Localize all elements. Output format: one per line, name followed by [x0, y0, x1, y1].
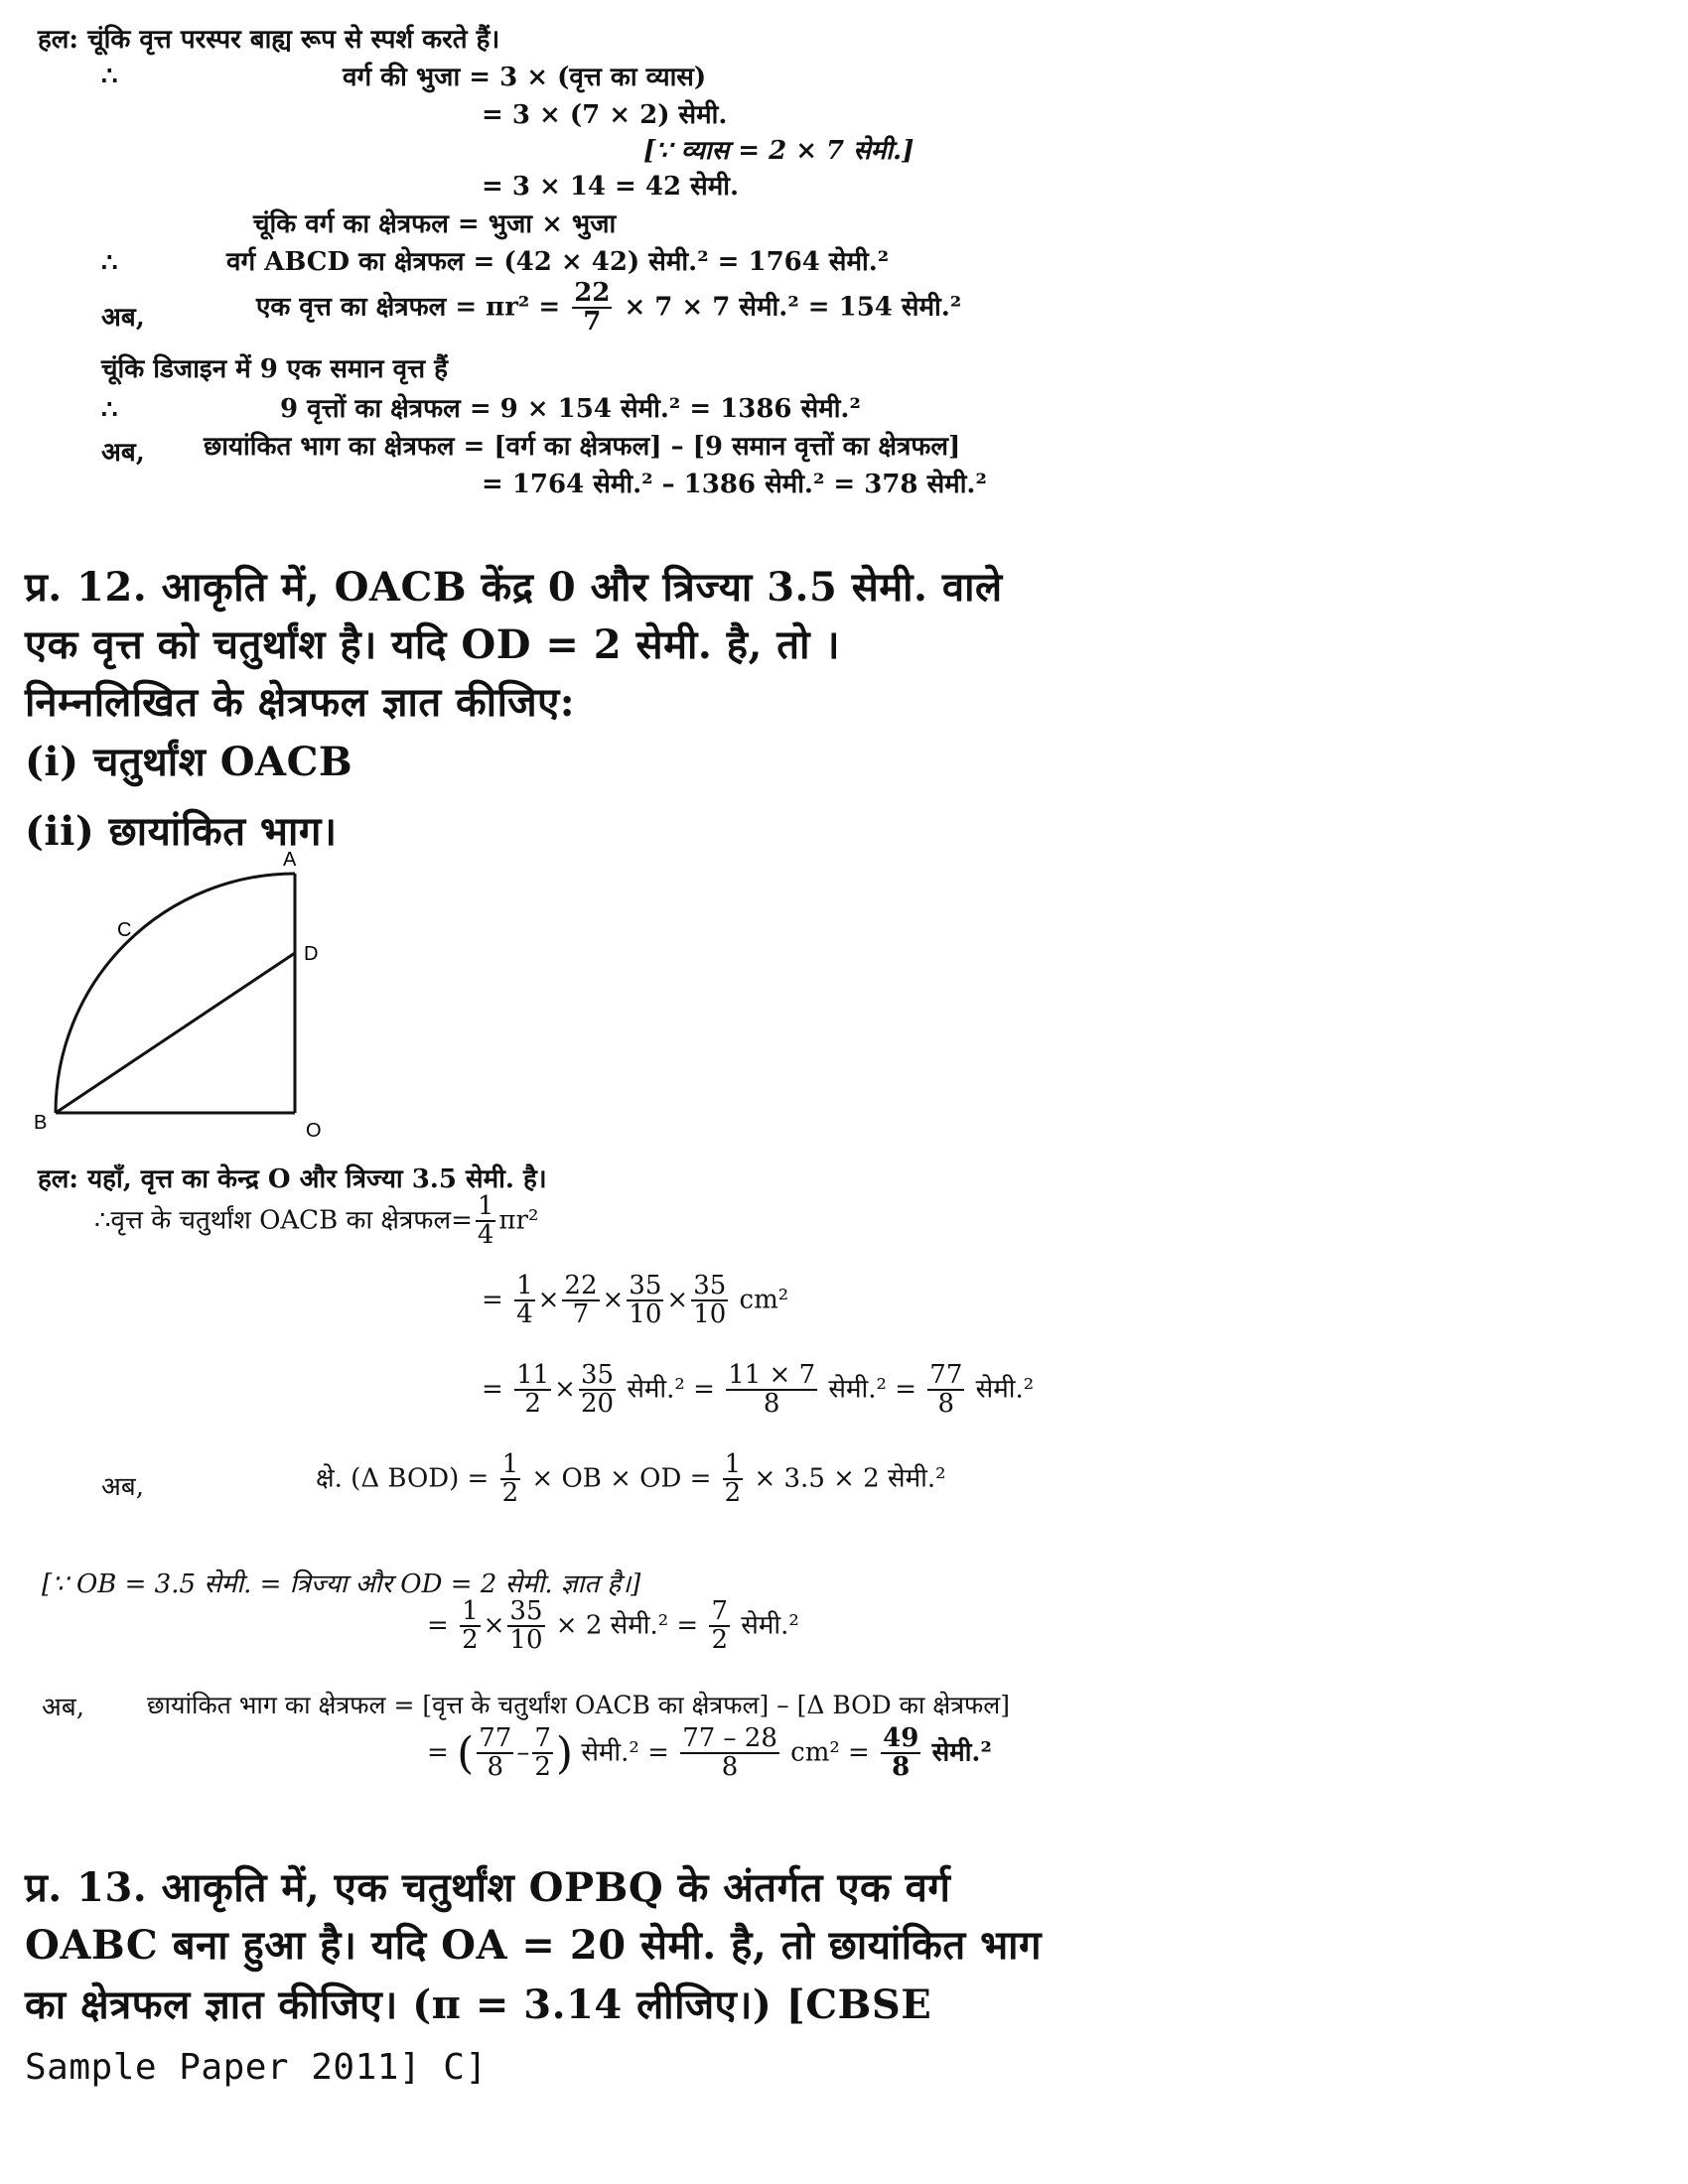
question-13-line-1: प्र. 13. आकृति में, एक चतुर्थांश OPBQ के अंतर्गत एक वर्ग	[25, 1864, 951, 1911]
label-d: D	[304, 943, 319, 965]
given-values-note: [∵ OB = 3.5 सेमी. = त्रिज्या और OD = 2 सेमी. ज्ञात है।]	[42, 1570, 641, 1599]
now-mark: अब,	[42, 1693, 84, 1722]
question-12-line-3: निम्नलिखित के क्षेत्रफल ज्ञात कीजिए:	[25, 679, 576, 726]
square-side-line: वर्ग की भुजा = 3 × (वृत्त का व्यास)	[343, 63, 707, 92]
question-13-line-3: का क्षेत्रफल ज्ञात कीजिए। (π = 3.14 लीजिए।) [CBSE	[25, 1981, 932, 2028]
question-12-line-2: एक वृत्त को चतुर्थांश है। यदि OD = 2 सेमी. है, तो ।	[25, 621, 841, 668]
quadrant-area-formula: ∴वृत्त के चतुर्थांश OACB का क्षेत्रफल= $\frac{1}{4}$ πr²	[94, 1191, 539, 1251]
nine-circles-note: चूंकि डिजाइन में 9 एक समान वृत्त हैं	[101, 354, 448, 384]
now-mark: अब,	[101, 438, 145, 468]
q12-solution-intro: हल: यहाँ, वृत्त का केन्द्र O और त्रिज्या 3.5 सेमी. है।	[38, 1164, 547, 1194]
label-b: B	[34, 1112, 48, 1134]
label-c: C	[117, 919, 132, 941]
square-side-result: = 3 × 14 = 42 सेमी.	[482, 172, 740, 202]
label-o: O	[306, 1120, 322, 1142]
diameter-note: [∵ व्यास = 2 × 7 सेमी.]	[643, 136, 914, 166]
solution-intro: हल: चूंकि वृत्त परस्पर बाह्य रूप से स्पर्श करते हैं।	[38, 25, 500, 55]
question-13-line-4: Sample Paper 2011] C]	[25, 2047, 488, 2088]
q12-shaded-area-result: = ( $\frac{77}{8}$ – $\frac{7}{2}$ ) सेमी.² = $\frac{77 - 28}{8}$ cm² = $\frac{49}{8}$ सेमी.²	[427, 1723, 992, 1783]
shaded-area-result: = 1764 सेमी.² – 1386 सेमी.² = 378 सेमी.²	[482, 470, 987, 499]
nine-circles-area: 9 वृत्तों का क्षेत्रफल = 9 × 154 सेमी.² = 1386 सेमी.²	[280, 394, 861, 424]
circle-area-line: एक वृत्त का क्षेत्रफल = πr² = $\frac{22}{7}$ × 7 × 7 सेमी.² = 154 सेमी.²	[256, 278, 962, 338]
question-13-line-2: OABC बना हुआ है। यदि OA = 20 सेमी. है, तो छायांकित भाग	[25, 1922, 1043, 1969]
label-a: A	[283, 849, 297, 871]
quadrant-figure	[30, 849, 348, 1147]
q12-shaded-area-formula: छायांकित भाग का क्षेत्रफल = [वृत्त के चतुर्थांश OACB का क्षेत्रफल] – [Δ BOD का क्षेत्रफल]	[147, 1691, 1010, 1719]
square-area-formula: चूंकि वर्ग का क्षेत्रफल = भुजा × भुजा	[253, 209, 617, 239]
quadrant-arc	[56, 874, 295, 1113]
question-12-line-1: प्र. 12. आकृति में, OACB केंद्र 0 और त्रिज्या 3.5 सेमी. वाले	[25, 564, 1003, 611]
question-12-part-ii: (ii) छायांकित भाग।	[25, 808, 338, 855]
square-side-calc: = 3 × (7 × 2) सेमी.	[482, 100, 728, 130]
now-mark: अब,	[101, 303, 145, 333]
now-mark: अब,	[101, 1472, 144, 1502]
therefore-mark: ∴	[101, 248, 118, 278]
square-area-result: वर्ग ABCD का क्षेत्रफल = (42 × 42) सेमी.² = 1764 सेमी.²	[226, 247, 890, 277]
therefore-mark: ∴	[101, 62, 118, 91]
chord-bd	[56, 953, 295, 1113]
triangle-area-line: क्षे. (Δ BOD) = $\frac{1}{2}$ × OB × OD = $\frac{1}{2}$ × 3.5 × 2 सेमी.²	[316, 1449, 946, 1509]
quadrant-area-step-1: = $\frac{1}{4}$ × $\frac{22}{7}$ × $\frac{35}{10}$ × $\frac{35}{10}$ cm²	[482, 1271, 789, 1330]
triangle-area-result: = $\frac{1}{2}$ × $\frac{35}{10}$ × 2 सेमी.² = $\frac{7}{2}$ सेमी.²	[427, 1596, 799, 1656]
shaded-area-formula: छायांकित भाग का क्षेत्रफल = [वर्ग का क्षेत्रफल] – [9 समान वृत्तों का क्षेत्रफल]	[204, 432, 961, 462]
question-12-part-i: (i) चतुर्थांश OACB	[25, 739, 353, 785]
therefore-mark: ∴	[101, 395, 118, 425]
quadrant-area-step-2: = $\frac{11}{2}$ × $\frac{35}{20}$ सेमी.² = $\frac{11 \times 7}{8}$ सेमी.² = $\frac{77}{8}$ सेमी.²	[482, 1360, 1035, 1420]
